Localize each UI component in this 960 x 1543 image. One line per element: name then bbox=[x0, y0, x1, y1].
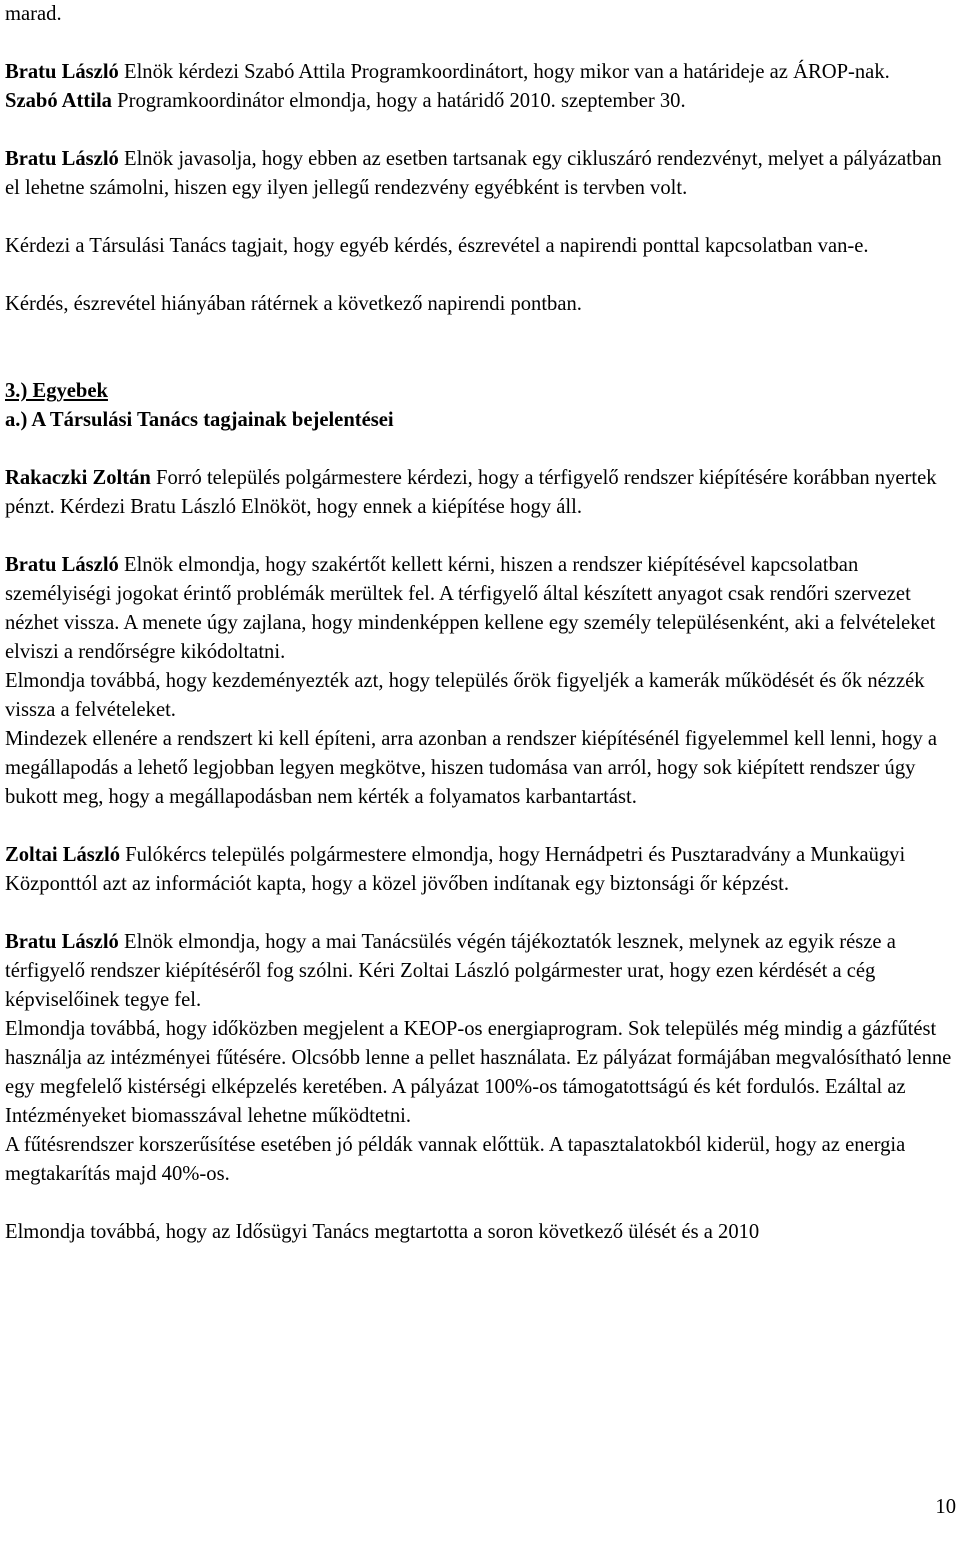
paragraph-szabo-answer bbox=[5, 87, 955, 116]
paragraph-heating: A fűtésrendszer korszerűsítése esetében jó példák vannak előttük. A tapasztalatokból kiderül, hogy az energia megtakarítás majd 40%-os. bbox=[5, 1134, 906, 1185]
paragraph-zoltai bbox=[5, 841, 955, 899]
section-heading: 3.) Egyebek bbox=[5, 380, 108, 402]
paragraph-text: Programkoordinátor elmondja, hogy a határidő 2010. szeptember 30. bbox=[111, 90, 686, 112]
speaker-name: Bratu László bbox=[5, 931, 119, 953]
paragraph-bratu-answer-cont: Elmondja továbbá, hogy kezdeményezték azt, hogy település őrök figyeljék a kamerák működését és ők nézzék vissza a felvételeket. bbox=[5, 670, 925, 721]
speaker-name: Bratu László bbox=[5, 61, 119, 83]
speaker-name: Rakaczki Zoltán bbox=[5, 467, 151, 489]
paragraph-text: Elnök javasolja, hogy ebben az esetben tartsanak egy cikluszáró rendezvényt, melyet a pályázatban el lehetne számolni, hiszen egy ilyen jellegű rendezvény egyébként is tervben volt. bbox=[5, 148, 942, 199]
paragraph-rakaczki bbox=[5, 464, 955, 522]
page-number: 10 bbox=[935, 1496, 956, 1518]
paragraph-bratu-info bbox=[5, 928, 955, 1015]
paragraph-text: Elnök kérdezi Szabó Attila Programkoordinátort, hogy mikor van a határideje az ÁROP-nak. bbox=[118, 61, 890, 83]
document-page bbox=[5, 0, 955, 1247]
subsection-heading: a.) A Társulási Tanács tagjainak bejelentései bbox=[5, 409, 394, 431]
paragraph-continuation: marad. bbox=[5, 3, 62, 25]
paragraph-question-members: Kérdezi a Társulási Tanács tagjait, hogy egyéb kérdés, észrevétel a napirendi ponttal kapcsolatban van-e. bbox=[5, 235, 869, 257]
paragraph-text: Fulókércs település polgármestere elmondja, hogy Hernádpetri és Pusztaradvány a Munkaügyi Központtól azt az információt kapta, hogy a közel jövőben indítanak egy biztonsági őr képzést. bbox=[5, 844, 906, 895]
paragraph-bratu-question bbox=[5, 58, 955, 87]
paragraph-bratu-answer-cont2: Mindezek ellenére a rendszert ki kell építeni, arra azonban a rendszer kiépítésénél figyelemmel kell lenni, hogy a megállapodás a lehető legjobban legyen megkötve, hiszen tudomása van arról, hogy sok kiépített rendszer úgy bukott meg, hogy a megállapodásban nem kérték a folyamatos karbantartást. bbox=[5, 728, 938, 808]
paragraph-keop: Elmondja továbbá, hogy időközben megjelent a KEOP-os energiaprogram. Sok település még mindig a gázfűtést használja az intézményei fűtésére. Olcsóbb lenne a pellet használata. Ez pályázat formájában megvalósítható lenne egy megfelelő kistérségi elképzelés keretében. A pályázat 100%-os támogatottságú és két fordulós. Ezáltal az Intézményeket biomasszával lehetne működtetni. bbox=[5, 1018, 952, 1127]
paragraph-bratu-proposal bbox=[5, 145, 955, 203]
paragraph-no-questions: Kérdés, észrevétel hiányában rátérnek a következő napirendi pontban. bbox=[5, 293, 582, 315]
speaker-name: Szabó Attila bbox=[5, 90, 112, 112]
paragraph-text: Elnök elmondja, hogy a mai Tanácsülés végén tájékoztatók lesznek, melynek az egyik része a térfigyelő rendszer kiépítéséről fog szólni. Kéri Zoltai László polgármester urat, hogy ezen kérdését a cég képviselőinek tegye fel. bbox=[5, 931, 896, 1011]
speaker-name: Bratu László bbox=[5, 148, 119, 170]
paragraph-text: Forró település polgármestere kérdezi, hogy a térfigyelő rendszer kiépítésére korábban nyertek pénzt. Kérdezi Bratu László Elnököt, hogy ennek a kiépítése hogy áll. bbox=[5, 467, 937, 518]
paragraph-idosugyi: Elmondja továbbá, hogy az Idősügyi Tanács megtartotta a soron következő ülését és a 2010 bbox=[5, 1221, 760, 1243]
paragraph-text: Elnök elmondja, hogy szakértőt kellett kérni, hiszen a rendszer kiépítésével kapcsolatban személyiségi jogokat érintő problémák merültek fel. A térfigyelő által készített anyagot csak rendőri szervezet nézhet vissza. A menete úgy zajlana, hogy mindenképpen kellene egy személy településenként, aki a felvételeket elviszi a rendőrségre kikódoltatni. bbox=[5, 554, 936, 663]
speaker-name: Bratu László bbox=[5, 554, 119, 576]
paragraph-bratu-answer bbox=[5, 551, 955, 667]
speaker-name: Zoltai László bbox=[5, 844, 120, 866]
